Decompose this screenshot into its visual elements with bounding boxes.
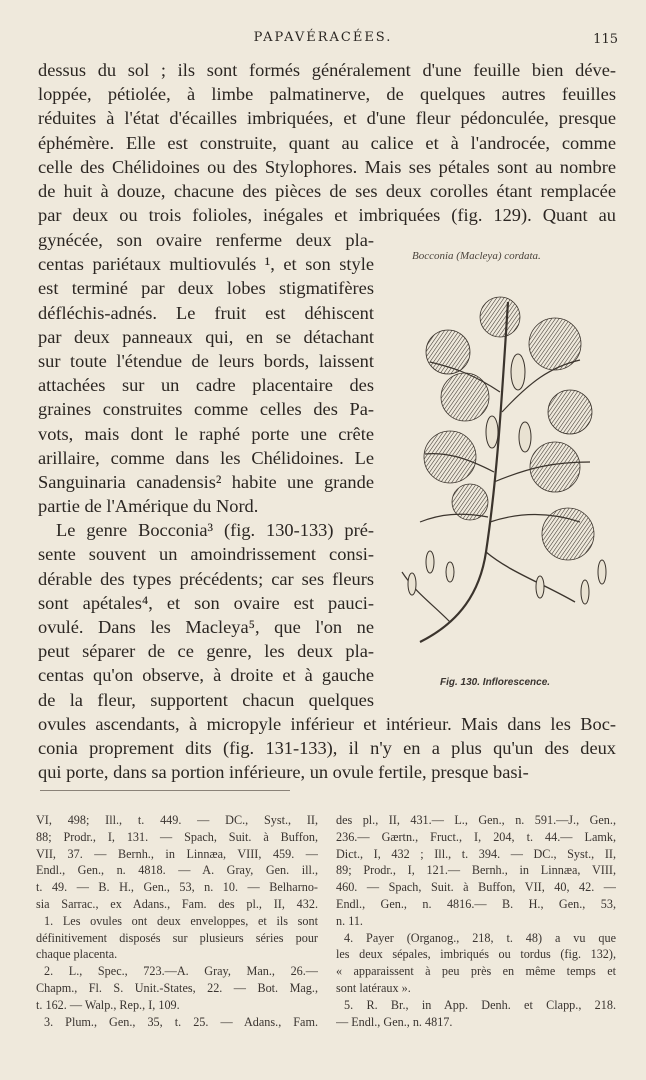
running-header: PAPAVÉRACÉES. — [253, 30, 393, 45]
text-line: Le genre Bocconia³ (fig. 130-133) pré- — [56, 520, 374, 541]
paragraph-column — [38, 228, 374, 712]
footnote-line: VI, 498; Ill., t. 449. — DC., Syst., II, — [36, 813, 318, 827]
footnote-line: définitivement disposés sur plusieurs séries pour — [36, 930, 318, 945]
footnote-line: t. 162. — Walp., Rep., I, 109. — [36, 997, 180, 1012]
footnote-line: 236.— Gærtn., Fruct., I, 204, t. 44.— Lamk, — [336, 829, 616, 844]
text-line: sur toute l'étendue de leurs bords, laissent — [38, 350, 374, 371]
text-line: vots, mais dont le raphé porte une crête — [38, 423, 374, 444]
footnote-line: « apparaissent à peu près en même temps et — [336, 964, 616, 979]
text-line: ovulé. Dans les Macleya⁵, que l'on ne — [38, 617, 374, 637]
footnote-line: 4. Payer (Organog., 218, t. 48) a vu que — [344, 930, 616, 945]
footnote-line: 2. L., Spec., 723.—A. Gray, Man., 26.— — [44, 964, 318, 979]
bocconia-illustration — [390, 272, 620, 664]
text-line: de huit à douze, chacune des pièces de ses deux corolles étant remplacée — [38, 180, 616, 201]
footnote-line: Endl., Gen., n. 4816.— B. H., Gen., 53, — [336, 896, 616, 911]
footnote-line: des pl., II, 431.— L., Gen., n. 591.—J., Gen., — [336, 813, 616, 827]
text-line: centas pariétaux multiovulés ¹, et son style — [38, 254, 374, 275]
paragraph-bottom — [38, 712, 616, 785]
footnote-line: — Endl., Gen., n. 4817. — [336, 1014, 453, 1029]
footnote-divider — [40, 790, 290, 791]
text-line: dérable des types précédents; car ses fleurs — [38, 568, 374, 589]
text-line: peut séparer de ce genre, les deux pla- — [38, 641, 374, 662]
text-line: arillaire, comme dans les Chélidoines. Le — [38, 447, 374, 468]
text-line: centas qu'on observe, à droite et à gauche — [38, 665, 374, 686]
footnote-line: 5. R. Br., in App. Denh. et Clapp., 218. — [344, 997, 616, 1012]
text-line: partie de l'Amérique du Nord. — [38, 496, 259, 517]
text-line: de la fleur, supportent chacun quelques — [38, 689, 374, 710]
footnote-line: Chapm., Fl. S. Unit.-States, 22. — Bot. Mag., — [36, 980, 318, 995]
text-line: qui porte, dans sa portion inférieure, un ovule fertile, presque basi- — [38, 762, 529, 783]
footnote-line: 3. Plum., Gen., 35, t. 25. — Adans., Fam. — [44, 1014, 318, 1029]
text-line: éphémère. Elle est construite, quant au calice et à l'androcée, comme — [38, 132, 616, 153]
figure-number: Fig. 130. — [440, 677, 481, 688]
text-line: celle des Chélidoines ou des Stylophores. Mais ses pétales sont au nombre — [38, 156, 616, 177]
footnote-line: sont latéraux ». — [336, 980, 411, 995]
figure-label — [440, 677, 550, 688]
footnotes-left-column — [36, 812, 318, 1030]
text-line: par deux panneaux qui, en se détachant — [38, 326, 374, 347]
text-line: sont apétales⁴, et son ovaire est pauci- — [38, 592, 374, 613]
text-line: dessus du sol ; ils sont formés généralement d'une feuille bien déve- — [38, 60, 616, 80]
footnote-line: 460. — Spach, Suit. à Buffon, VII, 40, 42. — — [336, 880, 616, 895]
text-line: graines construites comme celles des Pa- — [38, 399, 374, 420]
footnote-line: sia Sarrac., ex Adans., Fam. des pl., II, 432. — [36, 896, 318, 911]
footnote-line: VII, 37. — Bernh., in Linnæa, VIII, 459. — — [36, 846, 318, 861]
text-line: gynécée, son ovaire renferme deux pla- — [38, 230, 374, 250]
footnote-line: t. 49. — B. H., Gen., 53, n. 10. — Belharno- — [36, 880, 318, 895]
text-line: loppée, pétiolée, à limbe palmatinerve, de quelques autres feuilles — [38, 84, 616, 105]
footnote-line: Dict., I, 432 ; Ill., t. 394. — DC., Syst., II, — [336, 846, 616, 861]
footnote-line: 1. Les ovules ont deux enveloppes, et ils sont — [44, 913, 318, 928]
text-line: par deux ou trois folioles, inégales et imbriquées (fig. 129). Quant au — [38, 205, 616, 226]
text-line: sente souvent un amoindrissement consi- — [38, 544, 374, 565]
text-line: attachées sur un cadre placentaire des — [38, 375, 374, 396]
footnote-line: 89; Prodr., I, 121.— Bernh., in Linnæa, VIII, — [336, 863, 616, 878]
page-number: 115 — [593, 32, 618, 47]
footnotes-right-column — [336, 812, 616, 1030]
text-line: conia proprement dits (fig. 131-133), il n'y en a plus qu'un des deux — [38, 738, 616, 759]
footnote-line: 88; Prodr., I, 131. — Spach, Suit. à Buffon, — [36, 829, 318, 844]
figure-caption-title: Bocconia (Macleya) cordata. — [412, 250, 541, 262]
figure-description: Inflorescence. — [482, 677, 551, 688]
footnote-line: les deux sépales, imbriqués ou tordus (fig. 132), — [336, 947, 616, 962]
footnote-line: chaque placenta. — [36, 947, 118, 962]
text-line: défléchis-adnés. Le fruit est déhiscent — [38, 302, 374, 323]
footnote-line: n. 11. — [336, 913, 363, 928]
text-line: Sanguinaria canadensis² habite une grande — [38, 471, 374, 492]
text-line: est terminé par deux lobes stigmatifères — [38, 278, 374, 299]
text-line: ovules ascendants, à micropyle inférieur et intérieur. Mais dans les Boc- — [38, 714, 616, 734]
paragraph-top — [38, 58, 616, 227]
text-line: réduites à l'état d'écailles imbriquées, et d'une fleur pédonculée, presque — [38, 108, 616, 129]
footnote-line: Endl., Gen., n. 4818. — A. Gray, Gen. ill., — [36, 863, 318, 878]
